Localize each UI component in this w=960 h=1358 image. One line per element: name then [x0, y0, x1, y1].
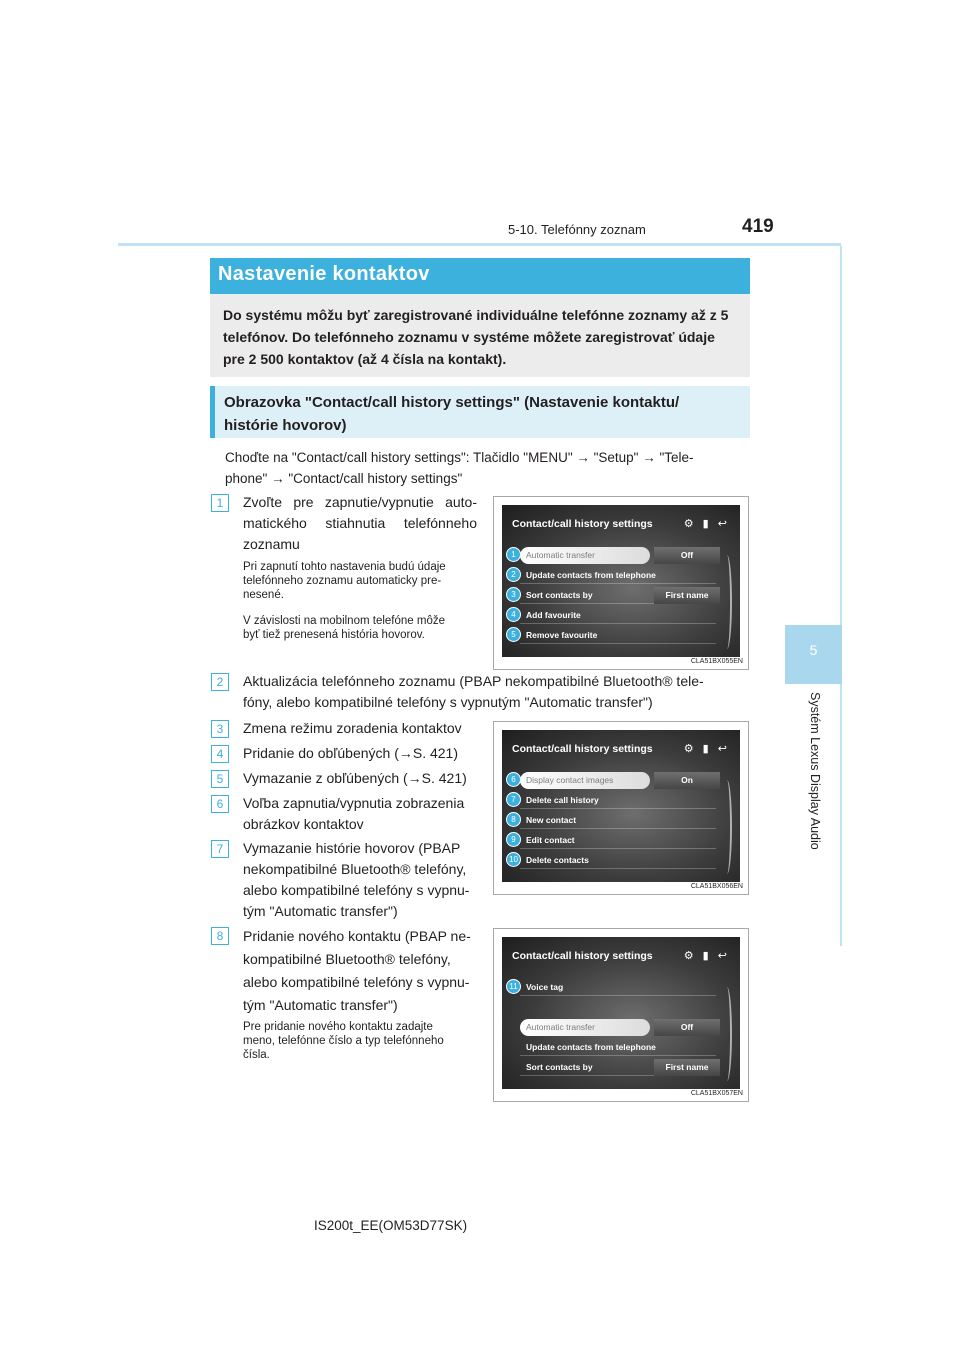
item-line: Aktualizácia telefónneho zoznamu (PBAP nekompatibilné Bluetooth® tele-: [243, 673, 704, 689]
menu-row-voice-tag[interactable]: Voice tag: [520, 979, 716, 996]
chapter-side-label: Systém Lexus Display Audio: [808, 692, 822, 850]
screen-title: Contact/call history settings: [512, 743, 653, 755]
item-line: alebo kompatibilné telefóny s vypnu-: [243, 974, 470, 990]
screen-callout: 7: [506, 792, 521, 807]
row-value[interactable]: Off: [654, 1019, 720, 1036]
header-rule: [118, 243, 841, 246]
menu-row-display-contact-images[interactable]: Display contact images: [520, 772, 650, 789]
callout-number: 1: [211, 494, 229, 512]
document-code: IS200t_EE(OM53D77SK): [314, 1218, 468, 1233]
callout-number: 4: [211, 745, 229, 763]
page-number: 419: [742, 216, 774, 237]
note-line: telefónneho zoznamu automaticky pre-: [243, 575, 442, 587]
item-text: [243, 925, 485, 1017]
item-note: [243, 1020, 479, 1062]
item-line: tým "Automatic transfer"): [243, 997, 398, 1013]
scroll-arc: [722, 555, 732, 649]
note-line: Pre pridanie nového kontaktu zadajte: [243, 1021, 433, 1033]
item-line: Pridanie nového kontaktu (PBAP ne-: [243, 928, 471, 944]
screen-callout: 10: [506, 852, 521, 867]
screen-title: Contact/call history settings: [512, 950, 653, 962]
item-text: [243, 492, 477, 534]
screen-callout: 3: [506, 587, 521, 602]
menu-row-remove-favourite[interactable]: Remove favourite: [520, 627, 716, 644]
menu-row-delete-contacts[interactable]: Delete contacts: [520, 852, 716, 869]
screen-callout: 2: [506, 567, 521, 582]
menu-row-sort-contacts[interactable]: Sort contacts by: [520, 1059, 716, 1076]
item-text: [243, 838, 485, 922]
callout-number: 2: [211, 673, 229, 691]
menu-row-automatic-transfer[interactable]: Automatic transfer: [520, 1019, 650, 1036]
status-icons: ⚙ ▮ ↩: [683, 743, 730, 755]
item-line: nekompatibilné Bluetooth® telefóny,: [243, 861, 467, 877]
callout-number: 6: [211, 795, 229, 813]
scroll-arc: [722, 987, 732, 1081]
row-value[interactable]: Off: [654, 547, 720, 564]
path-line: phone" → "Contact/call history settings": [225, 471, 463, 486]
screen-callout: 6: [506, 772, 521, 787]
row-value[interactable]: First name: [654, 587, 720, 604]
note-line: byť tiež prenesená história hovorov.: [243, 629, 425, 641]
menu-row-edit-contact[interactable]: Edit contact: [520, 832, 716, 849]
screen-callout: 9: [506, 832, 521, 847]
screen-callout: 4: [506, 607, 521, 622]
display-screen: [502, 505, 740, 657]
item-line: Voľba zapnutia/vypnutia zobrazenia: [243, 795, 465, 811]
image-code: CLA51BX056EN: [690, 883, 743, 890]
item-line: kompatibilné Bluetooth® telefóny,: [243, 951, 451, 967]
menu-row-automatic-transfer[interactable]: Automatic transfer: [520, 547, 650, 564]
menu-row-new-contact[interactable]: New contact: [520, 812, 716, 829]
row-value[interactable]: On: [654, 772, 720, 789]
subheading-line: histórie hovorov): [224, 417, 347, 434]
item-line: Zvoľte pre zapnutie/vypnutie auto-: [243, 494, 477, 510]
note-line: meno, telefónne číslo a typ telefónneho: [243, 1035, 444, 1047]
menu-path: [225, 447, 750, 489]
item-text: [243, 793, 485, 835]
display-screen: [502, 937, 740, 1089]
display-screen: [502, 730, 740, 882]
item-line: obrázkov kontaktov: [243, 816, 364, 832]
callout-number: 7: [211, 840, 229, 858]
subheading-line: Obrazovka "Contact/call history settings" (Nastavenie kontaktu/: [224, 394, 680, 411]
intro-box: [210, 294, 750, 377]
note-line: Pri zapnutí tohto nastavenia budú údaje: [243, 561, 446, 573]
item-line: fóny, alebo kompatibilné telefóny s vypnutým "Automatic transfer"): [243, 694, 653, 710]
status-icons: ⚙ ▮ ↩: [683, 950, 730, 962]
item-line: matického stiahnutia telefónneho: [243, 515, 477, 531]
item-note: [243, 560, 479, 602]
screenshot-contact-settings-2: [493, 721, 749, 895]
status-icons: ⚙ ▮ ↩: [683, 518, 730, 530]
item-line: Vymazanie z obľúbených (→S. 421): [243, 770, 467, 786]
callout-number: 5: [211, 770, 229, 788]
row-value[interactable]: First name: [654, 1059, 720, 1076]
menu-row-add-favourite[interactable]: Add favourite: [520, 607, 716, 624]
image-code: CLA51BX057EN: [690, 1090, 743, 1097]
screenshot-contact-settings-3: [493, 928, 749, 1102]
item-line: Zmena režimu zoradenia kontaktov: [243, 720, 462, 736]
callout-number: 8: [211, 927, 229, 945]
menu-row-update-contacts[interactable]: Update contacts from telephone: [520, 567, 716, 584]
item-line: tým "Automatic transfer"): [243, 903, 398, 919]
menu-row-sort-contacts[interactable]: Sort contacts by: [520, 587, 716, 604]
intro-line: pre 2 500 kontaktov (až 4 čísla na kontakt).: [223, 351, 507, 367]
item-line: alebo kompatibilné telefóny s vypnu-: [243, 882, 470, 898]
screen-callout: 11: [506, 979, 521, 994]
screen-callout: 1: [506, 547, 521, 562]
subheading: [210, 386, 750, 438]
item-line: zoznamu: [243, 536, 300, 552]
section-title: Nastavenie kontaktov: [218, 263, 430, 285]
menu-row-update-contacts[interactable]: Update contacts from telephone: [520, 1039, 716, 1056]
note-line: nesené.: [243, 589, 284, 601]
item-note: [243, 614, 479, 642]
callout-number: 3: [211, 720, 229, 738]
running-header-section: 5-10. Telefónny zoznam: [508, 222, 646, 237]
item-text: [243, 671, 748, 713]
chapter-tab-number: 5: [809, 642, 818, 658]
item-line: Pridanie do obľúbených (→S. 421): [243, 745, 458, 761]
menu-row-delete-call-history[interactable]: Delete call history: [520, 792, 716, 809]
scroll-arc: [722, 780, 732, 874]
intro-line: telefónov. Do telefónneho zoznamu v systéme môžete zaregistrovať údaje: [223, 329, 715, 345]
section-title-bar: [210, 258, 750, 294]
image-code: CLA51BX055EN: [690, 658, 743, 665]
item-line: Vymazanie histórie hovorov (PBAP: [243, 840, 461, 856]
side-rule: [840, 246, 842, 946]
intro-line: Do systému môžu byť zaregistrované individuálne telefónne zoznamy až z 5: [223, 307, 729, 323]
path-line: Choďte na "Contact/call history settings": Tlačidlo "MENU" → "Setup" → "Tele-: [225, 450, 694, 465]
screen-callout: 5: [506, 627, 521, 642]
note-line: V závislosti na mobilnom telefóne môže: [243, 615, 445, 627]
screen-callout: 8: [506, 812, 521, 827]
screenshot-contact-settings-1: [493, 496, 749, 670]
note-line: čísla.: [243, 1049, 270, 1061]
screen-title: Contact/call history settings: [512, 518, 653, 530]
